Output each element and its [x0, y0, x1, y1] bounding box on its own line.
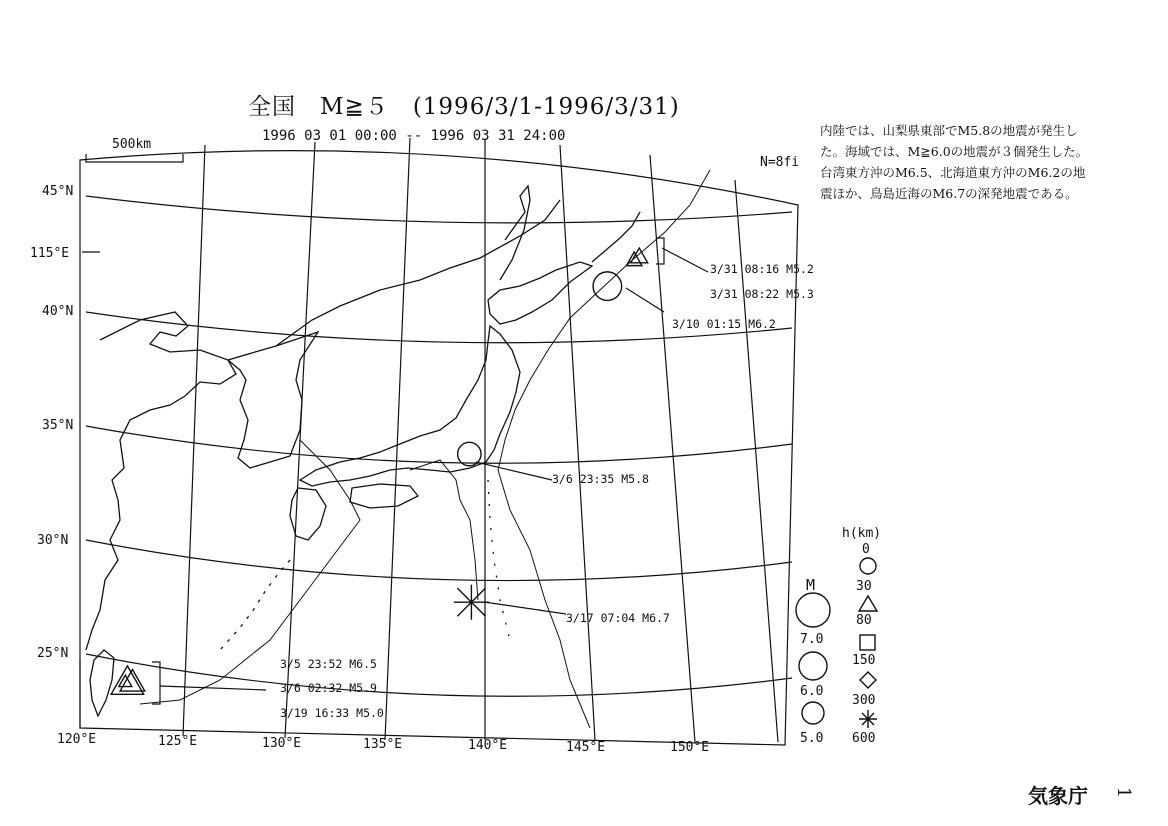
lat-label-35: 35°N — [42, 418, 74, 433]
parallel-40 — [86, 312, 792, 343]
event-label: 3/31 08:16 M5.2 — [710, 262, 814, 276]
legend-mag-value: 6.0 — [800, 684, 824, 699]
meridian-125 — [183, 145, 205, 736]
page-number: 1 — [1113, 786, 1135, 799]
trench-lines — [140, 170, 710, 728]
legend-depth-diamond — [860, 672, 876, 688]
legend-depth-circle — [860, 558, 876, 574]
legend-depth-square — [860, 635, 875, 650]
leader-lines — [152, 238, 708, 704]
event-label: 3/5 23:52 M6.5 — [280, 657, 377, 671]
epicenter-circle — [458, 442, 481, 465]
legend-depth-value: 300 — [852, 693, 876, 708]
map-title: 全国 M≧５ (1996/3/1-1996/3/31) — [248, 94, 680, 120]
lon-label-115: 115°E — [30, 246, 70, 261]
event-label: 3/17 07:04 M6.7 — [566, 611, 670, 625]
parallel-35 — [86, 426, 792, 463]
meridian-135 — [385, 138, 410, 740]
lon-label-125: 125°E — [158, 734, 198, 749]
lat-label-45: 45°N — [42, 184, 74, 199]
lon-label-140: 140°E — [468, 738, 508, 753]
legend-depth-title: h(km) — [842, 526, 882, 541]
map-frame — [80, 151, 798, 745]
summary-line: 内陸では、山梨県東部でM5.8の地震が発生し — [820, 123, 1078, 138]
summary-line: た。海域では、M≧6.0の地震が３個発生した。 — [820, 144, 1089, 159]
lon-label-150: 150°E — [670, 740, 710, 755]
parallel-25 — [86, 654, 792, 696]
legend-depth-value: 600 — [852, 731, 876, 746]
lat-label-25: 25°N — [37, 646, 69, 661]
event-label: 3/6 23:35 M5.8 — [552, 472, 649, 486]
epicenter-circle — [593, 272, 622, 301]
legend-mag-circle — [802, 702, 824, 724]
scale-bar-label: 500km — [112, 137, 152, 152]
meridian-145 — [560, 145, 595, 740]
event-count: N=8fi — [760, 155, 800, 170]
agency-name: 気象庁 — [1028, 784, 1088, 808]
legend-depth-value: 30 — [856, 579, 872, 594]
lat-label-40: 40°N — [42, 304, 74, 319]
event-label: 3/19 16:33 M5.0 — [280, 706, 384, 720]
lon-label-120: 120°E — [57, 732, 97, 747]
legend-mag-value: 5.0 — [800, 731, 824, 746]
meridian-155 — [735, 180, 778, 742]
legend-mag-circle — [799, 652, 827, 680]
event-label: 3/31 08:22 M5.3 — [710, 287, 814, 301]
lon-label-145: 145°E — [566, 740, 606, 755]
period-range: 1996 03 01 00:00 -- 1996 03 31 24:00 — [262, 128, 566, 144]
legend-depth-value: 0 — [862, 542, 870, 557]
lat-label-30: 30°N — [37, 533, 69, 548]
lon-label-135: 135°E — [363, 737, 403, 752]
coastlines — [86, 186, 640, 716]
summary-line: 震ほか、鳥島近海のM6.7の深発地震である。 — [820, 186, 1078, 201]
legend-mag-value: 7.0 — [800, 632, 824, 647]
legend-symbols — [796, 558, 877, 728]
summary-line: 台湾東方沖のM6.5、北海道東方沖のM6.2の地 — [820, 165, 1086, 180]
legend-mag-circle — [796, 593, 830, 627]
event-label: 3/10 01:15 M6.2 — [672, 317, 776, 331]
parallel-30 — [86, 540, 792, 581]
legend-depth-value: 80 — [856, 613, 872, 628]
lon-label-130: 130°E — [262, 736, 302, 751]
meridian-150 — [650, 155, 695, 742]
epicenter-star — [454, 585, 489, 620]
legend-depth-triangle — [859, 596, 877, 611]
legend-mag-title: M — [806, 576, 816, 594]
legend-depth-star — [859, 710, 877, 728]
legend-depth-value: 150 — [852, 653, 876, 668]
event-label: 3/6 02:32 M5.9 — [280, 681, 377, 695]
